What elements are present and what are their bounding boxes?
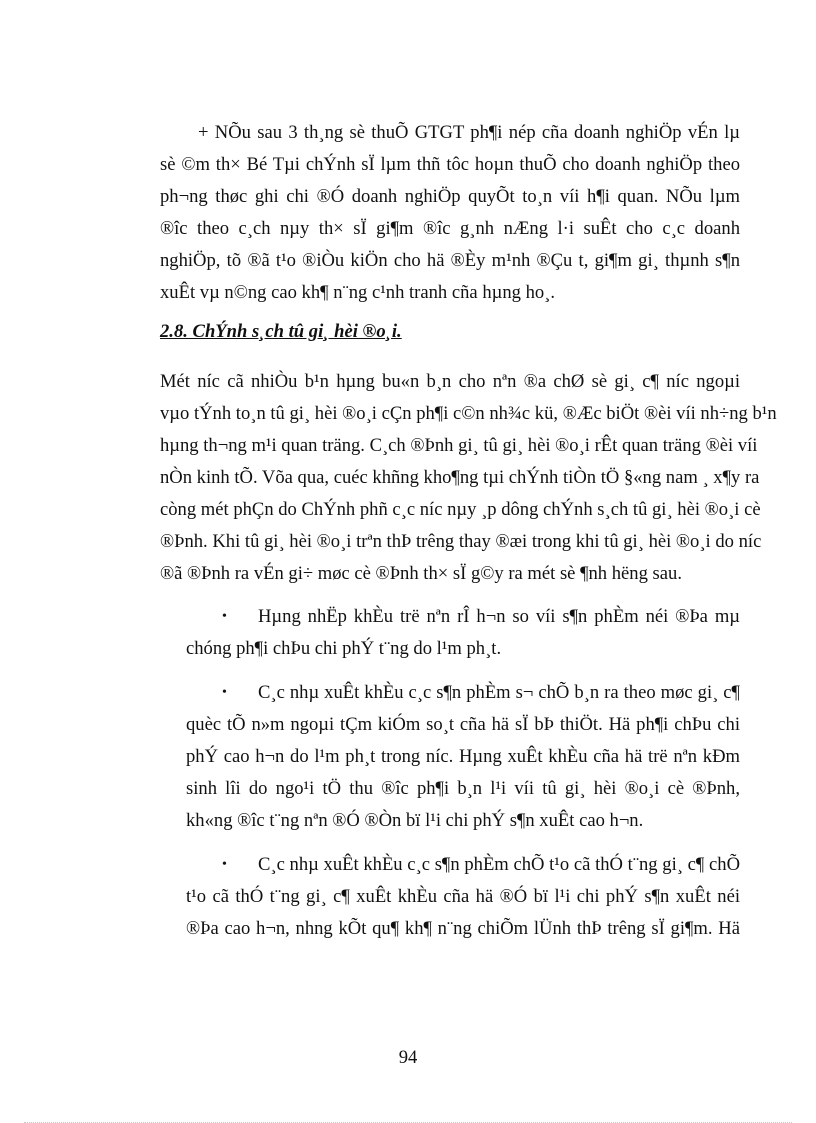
paragraph-line: xuÊt vµ n©ng cao kh¶ n¨ng c¹nh tranh cña hµng ho¸. bbox=[160, 282, 555, 303]
paragraph-line: + NÕu sau 3 th¸ng sè thuÕ GTGT ph¶i nép cña doanh nghiÖp vÉn lµ bbox=[198, 122, 740, 143]
bullet-line: kh«ng ®îc t¨ng nªn ®Ó ®Òn bï l¹i chi phÝ s¶n xuÊt cao h¬n. bbox=[186, 810, 644, 831]
bullet-line: sinh lîi do ngo¹i tÖ thu ®îc ph¶i b¸n l¹i víi tû gi¸ hèi ®o¸i cè ®Þnh, bbox=[186, 778, 740, 799]
paragraph-vat-refund bbox=[160, 117, 740, 309]
bullet-line: Hµng nhËp khÈu trë nªn rÎ h¬n so víi s¶n phÈm néi ®Þa mµ bbox=[258, 606, 740, 627]
paragraph-line: sè ©m th× Bé Tµi chÝnh sÏ lµm thñ tôc hoµn thuÕ cho doanh nghiÖp theo bbox=[160, 154, 740, 175]
paragraph-line: ®ã ®Þnh ra vÉn gi÷ møc cè ®Þnh th× sÏ g©y ra mét sè ¶nh hëng sau. bbox=[160, 563, 682, 584]
paragraph-line: Mét níc cã nhiÒu b¹n hµng bu«n b¸n cho nªn ®a chØ sè gi¸ c¶ níc ngoµi bbox=[160, 371, 740, 392]
page-number: 94 bbox=[398, 1047, 418, 1068]
bullet-line: ®Þa cao h¬n, nhng kÕt qu¶ kh¶ n¨ng chiÕm lÜnh thÞ trêng sÏ gi¶m. Hä bbox=[186, 918, 740, 939]
bullet-continuation bbox=[186, 633, 740, 665]
paragraph-line: nghiÖp, tõ ®ã t¹o ®iÒu kiÖn cho hä ®Èy m¹nh ®Çu t, gi¶m gi¸ thµnh s¶n bbox=[160, 250, 740, 271]
bullet-line: C¸c nhµ xuÊt khÈu c¸c s¶n phÈm s¬ chÕ b¸n ra theo møc gi¸ c¶ bbox=[258, 682, 740, 703]
paragraph-line: vµo tÝnh to¸n tû gi¸ hèi ®o¸i cÇn ph¶i c©n nh¾c kü, ®Æc biÖt ®èi víi nh÷ng b¹n bbox=[160, 403, 777, 424]
bullet-line: quèc tÕ n»m ngoµi tÇm kiÓm so¸t cña hä sÏ bÞ thiÖt. Hä ph¶i chÞu chi bbox=[186, 714, 740, 735]
bullet-icon: • bbox=[222, 685, 227, 700]
bullet-continuation bbox=[186, 881, 740, 945]
paragraph-line: nÒn kinh tÕ. Võa qua, cuéc khñng kho¶ng tµi chÝnh tiÒn tÖ §«ng nam ¸ x¶y ra bbox=[160, 467, 760, 488]
paragraph-line: còng mét phÇn do ChÝnh phñ c¸c níc nµy ¸p dông chÝnh s¸ch tû gi¸ hèi ®o¸i cè bbox=[160, 499, 761, 520]
section-heading: 2.8. ChÝnh s¸ch tû gi¸ hèi ®o¸i. bbox=[160, 321, 402, 342]
bullet-text bbox=[258, 849, 740, 881]
paragraph-line: hµng th¬ng m¹i quan träng. C¸ch ®Þnh gi¸ tû gi¸ hèi ®o¸i rÊt quan träng ®èi víi bbox=[160, 435, 758, 456]
bullet-text bbox=[258, 601, 740, 633]
paragraph-line: ®Þnh. Khi tû gi¸ hèi ®o¸i trªn thÞ trêng thay ®æi trong khi tû gi¸ hèi ®o¸i do níc bbox=[160, 531, 762, 552]
paragraph-line: ®îc theo c¸ch nµy th× sÏ gi¶m ®îc g¸nh nÆng l·i suÊt cho c¸c doanh bbox=[160, 218, 740, 239]
bullet-text bbox=[258, 677, 740, 709]
bullet-icon: • bbox=[222, 857, 227, 872]
bullet-line: t¹o cã thÓ t¨ng gi¸ c¶ xuÊt khÈu cña hä ®Ó bï l¹i chi phÝ s¶n xuÊt néi bbox=[186, 886, 740, 907]
paragraph-line: ph¬ng thøc ghi chi ®Ó doanh nghiÖp quyÕt to¸n víi h¶i quan. NÕu lµm bbox=[160, 186, 740, 207]
bullet-line: C¸c nhµ xuÊt khÈu c¸c s¶n phÈm chÕ t¹o cã thÓ t¨ng gi¸ c¶ chÕ bbox=[258, 854, 740, 875]
bullet-line: phÝ cao h¬n do l¹m ph¸t trong níc. Hµng xuÊt khÈu cña hä trë nªn kÐm bbox=[186, 746, 740, 767]
bullet-line: chóng ph¶i chÞu chi phÝ t¨ng do l¹m ph¸t. bbox=[186, 638, 502, 659]
paragraph-exchange-rate bbox=[160, 366, 777, 590]
bullet-continuation bbox=[186, 709, 740, 837]
bullet-icon: • bbox=[222, 609, 227, 624]
